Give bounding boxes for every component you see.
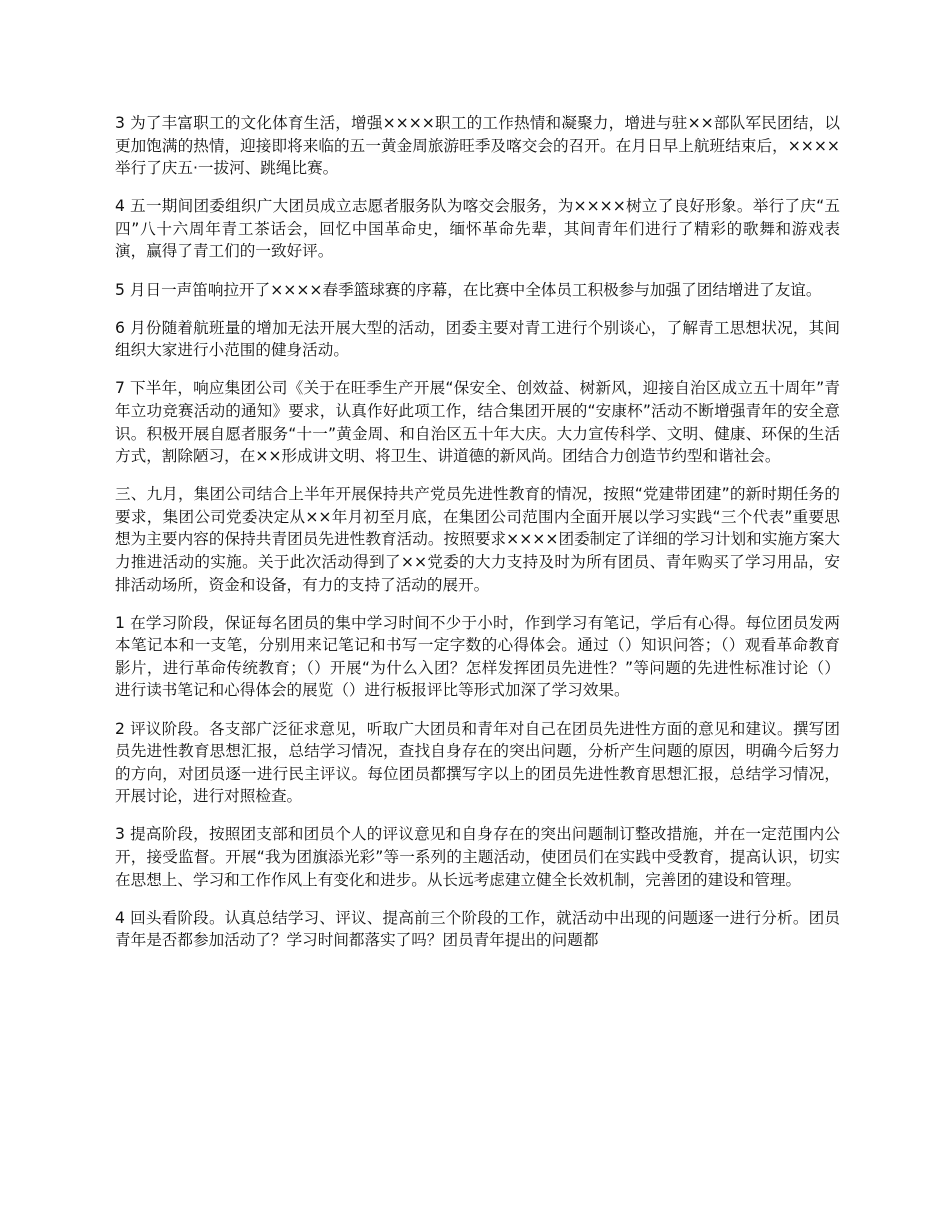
paragraph-item-5-basketball: 5 月日一声笛响拉开了××××春季篮球赛的序幕，在比赛中全体员工积极参与加强了团结增进了友谊。 <box>115 280 822 299</box>
paragraph-section-three: 三、九月，集团公司结合上半年开展保持共产党员先进性教育的情况，按照“党建带团建”的新时期任务的要求，集团公司党委决定从××年月初至月底，在集团公司范围内全面开展以学习实践“三个代表”重要思想为主要内容的保持共青团员先进性教育活动。按照要求××××团委制定了详细的学习计划和实施方案大力推进活动的实施。关于此次活动得到了××党委的大力支持及时为所有团员、青年购买了学习用品，安排活动场所，资金和设备，有力的支持了活动的展开。 <box>115 485 840 594</box>
paragraph-item-4-volunteers: 4 五一期间团委组织广大团员成立志愿者服务队为喀交会服务，为××××树立了良好形象。举行了庆“五四”八十六周年青工茶话会，回忆中国革命史，缅怀革命先辈，其间青年们进行了精彩的歌舞和游戏表演，赢得了青工们的一致好评。 <box>115 197 840 261</box>
document-body <box>115 112 840 967</box>
paragraph-stage-4-lookback: 4 回头看阶段。认真总结学习、评议、提高前三个阶段的工作，就活动中出现的问题逐一进行分析。团员青年是否都参加活动了？学习时间都落实了吗？团员青年提出的问题都 <box>115 908 840 950</box>
paragraph-item-6-fitness: 6 月份随着航班量的增加无法开展大型的活动，团委主要对青工进行个别谈心，了解青工思想状况，其间组织大家进行小范围的健身活动。 <box>115 318 840 360</box>
paragraph-item-3-sports: 3 为了丰富职工的文化体育生活，增强××××职工的工作热情和凝聚力，增进与驻××部队军民团结，以更加饱满的热情，迎接即将来临的五一黄金周旅游旺季及喀交会的召开。在月日早上航班结束后，××××举行了庆五·一拔河、跳绳比赛。 <box>115 114 840 178</box>
paragraph-stage-2-review: 2 评议阶段。各支部广泛征求意见，听取广大团员和青年对自己在团员先进性方面的意见和建议。撰写团员先进性教育思想汇报，总结学习情况，查找自身存在的突出问题，分析产生问题的原因，明确今后努力的方向，对团员逐一进行民主评议。每位团员都撰写字以上的团员先进性教育思想汇报，总结学习情况，开展讨论，进行对照检查。 <box>115 719 840 806</box>
paragraph-stage-1-study: 1 在学习阶段，保证每名团员的集中学习时间不少于小时，作到学习有笔记，学后有心得。每位团员发两本笔记本和一支笔，分别用来记笔记和书写一定字数的心得体会。通过（）知识问答；（）观看革命教育影片，进行革命传统教育；（）开展“为什么入团？怎样发挥团员先进性？”等问题的先进性标准讨论（）进行读书笔记和心得体会的展览（）进行板报评比等形式加深了学习效果。 <box>115 613 840 700</box>
paragraph-item-7-second-half: 7 下半年，响应集团公司《关于在旺季生产开展“保安全、创效益、树新风，迎接自治区成立五十周年”青年立功竞赛活动的通知》要求，认真作好此项工作，结合集团开展的“安康杯”活动不断增强青年的安全意识。积极开展自愿者服务“十一”黄金周、和自治区五十年大庆。大力宣传科学、文明、健康、环保的生活方式，割除陋习，在××形成讲文明、将卫生、讲道德的新风尚。团结合力创造节约型和谐社会。 <box>115 379 840 466</box>
paragraph-stage-3-improve: 3 提高阶段，按照团支部和团员个人的评议意见和自身存在的突出问题制订整改措施，并在一定范围内公开，接受监督。开展“我为团旗添光彩”等一系列的主题活动，使团员们在实践中受教育，提高认识，切实在思想上、学习和工作作风上有变化和进步。从长远考虑建立健全长效机制，完善团的建设和管理。 <box>115 825 840 889</box>
